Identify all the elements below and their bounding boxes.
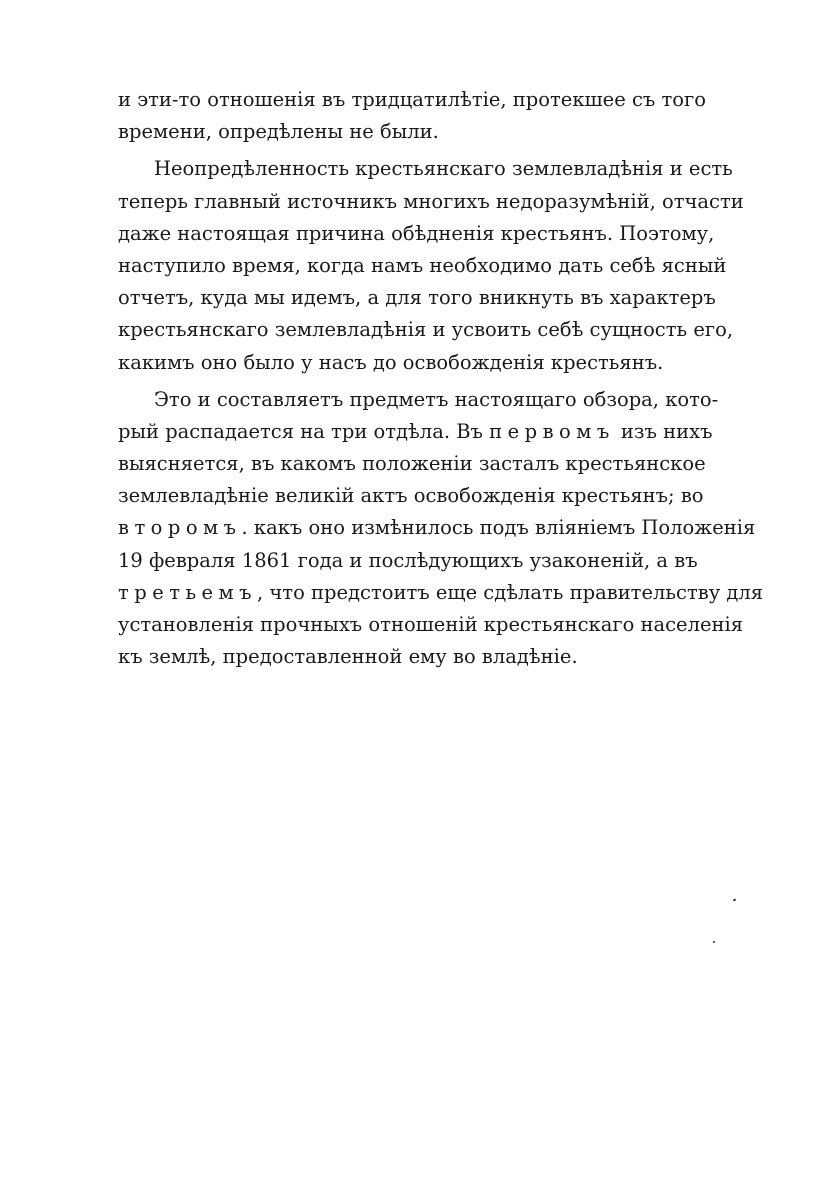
text-line	[118, 577, 764, 609]
text-span: и эти-то отношенія въ тридцатилѣтіе, протекшее съ того	[118, 88, 706, 111]
text-line	[118, 416, 713, 448]
text-span: изъ нихъ	[614, 419, 713, 443]
text-span: 19 февраля 1861 года и послѣдующихъ узаконеній, а въ	[118, 548, 698, 572]
text-line	[118, 384, 719, 416]
text-span: отчетъ, куда мы идемъ, а для того вникнуть въ характеръ	[118, 286, 716, 310]
text-span: теперь главный источникъ многихъ недоразумѣній, отчасти	[118, 189, 744, 213]
text-span: времени, опредѣлены не были.	[118, 120, 439, 144]
text-line	[118, 641, 690, 673]
body-text	[118, 84, 764, 673]
text-line	[118, 545, 698, 577]
text-span: Это и составляетъ предметъ настоящаго обзора, кото-	[154, 387, 719, 411]
text-span: , что предстоитъ еще сдѣлать правительству для	[257, 580, 764, 604]
text-span: даже настоящая причина обѣдненія крестьянъ. Поэтому,	[118, 221, 715, 245]
scan-speck	[713, 941, 715, 943]
text-line	[118, 347, 690, 379]
text-line	[118, 218, 715, 250]
text-line	[118, 153, 733, 185]
text-span: наступило время, когда намъ необходимо дать себѣ ясный	[118, 253, 727, 277]
text-span: какимъ оно было у насъ до освобожденія крестьянъ.	[118, 350, 664, 374]
text-line	[118, 314, 734, 346]
spaced-emphasis: второмъ	[118, 516, 242, 540]
text-span: землевладѣніе великій актъ освобожденія крестьянъ; во	[118, 484, 704, 508]
scan-speck	[733, 898, 737, 901]
text-span: Неопредѣленность крестьянскаго землевладѣнія и есть	[154, 157, 733, 181]
text-line	[118, 448, 706, 480]
text-line	[118, 84, 706, 116]
spaced-emphasis: первомъ	[489, 419, 615, 443]
spaced-emphasis: третьемъ	[118, 580, 258, 604]
text-line	[118, 480, 704, 512]
text-line	[118, 116, 690, 148]
text-span: рый распадается на три отдѣла. Въ	[118, 419, 490, 443]
text-line	[118, 512, 756, 544]
text-line	[118, 609, 744, 641]
text-line	[118, 186, 744, 218]
text-span: . какъ оно измѣнилось подъ вліяніемъ Положенія	[241, 516, 756, 540]
text-line	[118, 250, 727, 282]
text-span: выясняется, въ какомъ положеніи засталъ крестьянское	[118, 452, 706, 476]
text-span: крестьянскаго землевладѣнія и усвоить себѣ сущность его,	[118, 318, 734, 342]
text-span: къ землѣ, предоставленной ему во владѣніе.	[118, 645, 578, 669]
text-line	[118, 282, 716, 314]
text-span: установленія прочныхъ отношеній крестьянскаго населенія	[118, 613, 744, 636]
